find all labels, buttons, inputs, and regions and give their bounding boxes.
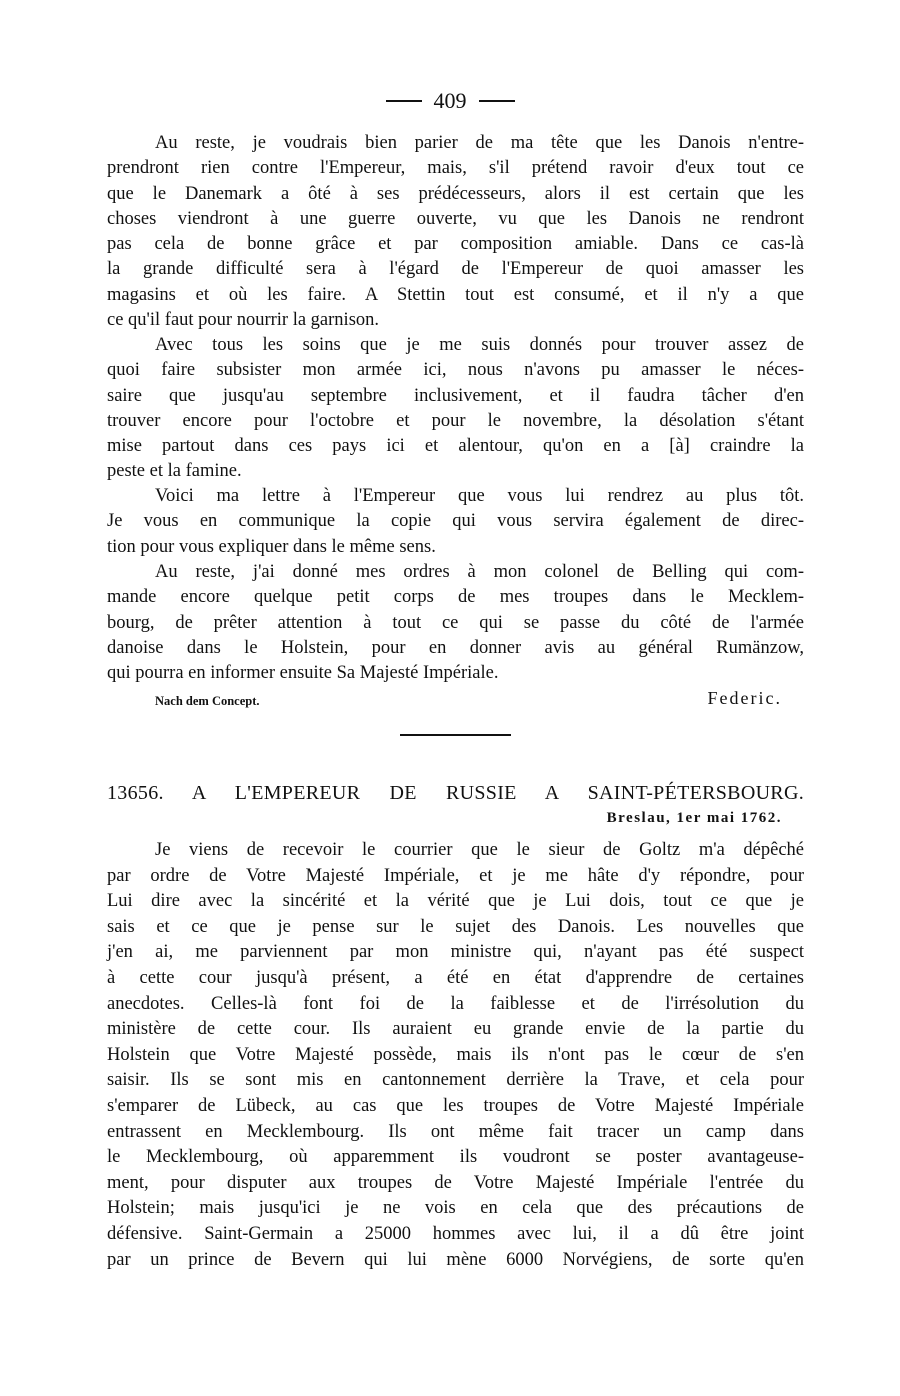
text-line: qui pourra en informer ensuite Sa Majesté Impériale.: [107, 663, 499, 684]
page-number: 409: [433, 88, 467, 113]
paragraph-1: [107, 131, 804, 333]
letter-heading: 13656. A L'EMPEREUR DE RUSSIE A SAINT-PÉTERSBOURG.: [107, 782, 804, 804]
signature: Federic.: [707, 688, 782, 708]
page-header: [0, 86, 900, 116]
section-divider: [400, 734, 511, 736]
text-line: par un prince de Bevern qui lui mène 6000 Norvégiens, de sorte qu'en: [107, 1249, 804, 1270]
text-line: saisir. Ils se sont mis en cantonnement derrière la Trave, et cela pour: [107, 1070, 804, 1091]
paragraph-3: [107, 484, 804, 560]
text-line: tion pour vous expliquer dans le même sens.: [107, 536, 436, 557]
letter-body: [107, 838, 804, 1273]
text-line: s'emparer de Lübeck, au cas que les troupes de Votre Majesté Impériale: [107, 1095, 804, 1116]
text-line: Avec tous les soins que je me suis donnés pour trouver assez de: [155, 335, 804, 355]
header-dash-left: [386, 100, 422, 102]
text-line: Je vous en communique la copie qui vous servira également de direc-: [107, 511, 804, 532]
text-line: mande encore quelque petit corps de mes troupes dans le Mecklem-: [107, 587, 804, 608]
text-line: quoi faire subsister mon armée ici, nous n'avons pu amasser le néces-: [107, 360, 804, 381]
text-line: ment, pour disputer aux troupes de Votre Majesté Impériale l'entrée du: [107, 1172, 804, 1193]
source-note: Nach dem Concept.: [155, 694, 260, 708]
text-line: bourg, de prêter attention à tout ce qui se passe du côté de l'armée: [107, 612, 804, 633]
text-line: défensive. Saint-Germain a 25000 hommes avec lui, il a dû être joint: [107, 1223, 804, 1244]
letter-closing: [107, 688, 804, 716]
text-line: ministère de cette cour. Ils auraient eu grande envie de la partie du: [107, 1019, 804, 1040]
header-dash-right: [479, 100, 515, 102]
text-line: saire que jusqu'au septembre inclusivement, et il faudra tâcher d'en: [107, 385, 804, 406]
text-line: Je viens de recevoir le courrier que le sieur de Goltz m'a dépêché: [155, 840, 804, 860]
dateline: Breslau, 1er mai 1762.: [606, 810, 782, 826]
text-line: Holstein; mais jusqu'ici je ne vois en cela que des précautions de: [107, 1198, 804, 1219]
text-line: la grande difficulté sera à l'égard de l'Empereur de quoi amasser les: [107, 259, 804, 280]
text-line: ce qu'il faut pour nourrir la garnison.: [107, 310, 380, 331]
text-line: magasins et où les faire. A Stettin tout est consumé, et il n'y a que: [107, 284, 804, 305]
paragraph-2: [107, 333, 804, 485]
text-line: mise partout dans ces pays ici et alentour, qu'on en a [à] craindre la: [107, 436, 804, 457]
text-line: trouver encore pour l'octobre et pour le novembre, la désolation s'étant: [107, 410, 804, 431]
text-line: choses viendront à une guerre ouverte, vu que les Danois ne rendront: [107, 208, 804, 229]
text-line: peste et la famine.: [107, 461, 242, 482]
text-line: par ordre de Votre Majesté Impériale, et je me hâte d'y répondre, pour: [107, 865, 804, 886]
text-line: le Mecklembourg, où apparemment ils voudront se poster avantageuse-: [107, 1147, 804, 1168]
text-line: Au reste, je voudrais bien parier de ma tête que les Danois n'entre-: [155, 133, 804, 153]
text-line: à cette cour jusqu'à présent, a été en état d'apprendre de certaines: [107, 967, 804, 988]
text-line: Au reste, j'ai donné mes ordres à mon colonel de Belling qui com-: [155, 562, 804, 582]
text-line: entrassent en Mecklembourg. Ils ont même fait tracer un camp dans: [107, 1121, 804, 1142]
text-line: Voici ma lettre à l'Empereur que vous lui rendrez au plus tôt.: [155, 486, 804, 506]
paragraph-4: [107, 560, 804, 686]
text-line: prendront rien contre l'Empereur, mais, s'il prétend ravoir d'eux tout ce: [107, 158, 804, 179]
text-line: pas cela de bonne grâce et par composition amiable. Dans ce cas-là: [107, 234, 804, 255]
text-line: que le Danemark a ôté à ses prédécesseurs, alors il est certain que les: [107, 183, 804, 204]
text-line: Holstein que Votre Majesté possède, mais ils n'ont pas le cœur de s'en: [107, 1044, 804, 1065]
text-line: anecdotes. Celles-là font foi de la faiblesse et de l'irrésolution du: [107, 993, 804, 1014]
text-line: j'en ai, me parviennent par mon ministre qui, n'ayant pas été suspect: [107, 942, 804, 963]
text-line: sais et ce que je pense sur le sujet des Danois. Les nouvelles que: [107, 916, 804, 937]
text-line: Lui dire avec la sincérité et la vérité que je Lui dois, tout ce que je: [107, 891, 804, 912]
text-line: danoise dans le Holstein, pour en donner avis au général Rumänzow,: [107, 637, 804, 658]
